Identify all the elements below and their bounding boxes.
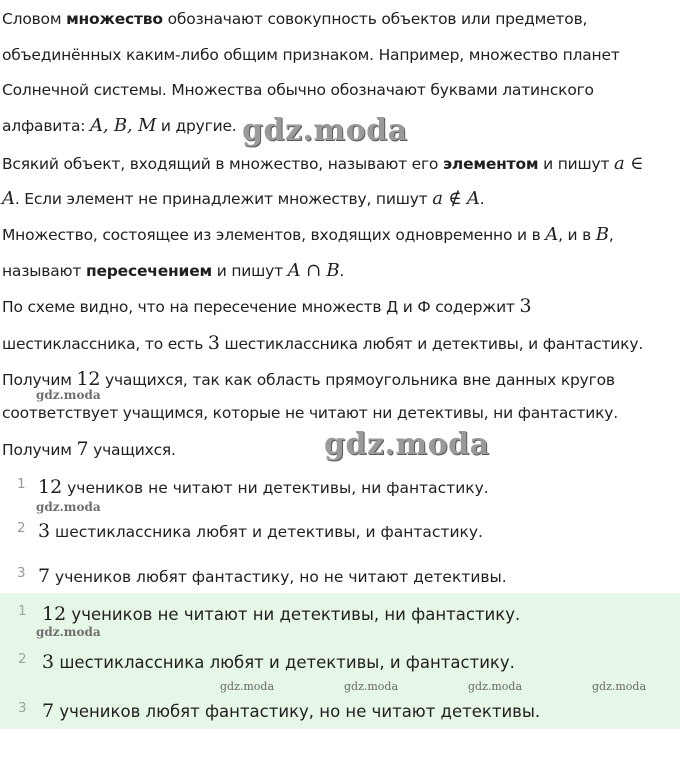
paragraph-13: Получим 7 учащихся.: [2, 438, 176, 460]
list-index: 3: [17, 565, 26, 581]
watermark: gdz.moda: [220, 680, 275, 693]
paragraph-8: называют пересечением и пишут A ∩ B.: [2, 260, 345, 281]
answer-index: 2: [18, 651, 27, 667]
watermark: gdz.moda: [592, 680, 647, 693]
paragraph-11: Получим 12 учащихся, так как область прямоугольника вне данных кругов: [2, 368, 615, 390]
paragraph-4: алфавита: A, B, M и другие.: [2, 115, 237, 136]
paragraph-5: Всякий объект, входящий в множество, называют его элементом и пишут a ∈: [2, 153, 644, 174]
paragraph-2: объединённых каким-либо общим признаком. Например, множество планет: [2, 46, 620, 64]
watermark: gdz.moda: [344, 680, 399, 693]
watermark: gdz.moda: [36, 500, 101, 514]
paragraph-7: Множество, состоящее из элементов, входящих одновременно и в A, и в B,: [2, 224, 614, 245]
paragraph-6: A. Если элемент не принадлежит множеству, пишут a ∉ A.: [2, 188, 485, 209]
term-element: элементом: [442, 155, 539, 173]
answer-index: 3: [18, 700, 27, 716]
watermark: gdz.moda: [36, 388, 101, 402]
answer-index: 1: [18, 603, 27, 619]
list-index: 2: [17, 520, 26, 536]
paragraph-12: соответствует учащимся, которые не читают ни детективы, ни фантастику.: [2, 404, 618, 422]
watermark: gdz.moda: [242, 113, 408, 148]
list-index: 1: [17, 476, 26, 492]
paragraph-9: По схеме видно, что на пересечение множеств Д и Ф содержит 3: [2, 295, 532, 317]
term-intersection: пересечением: [85, 262, 212, 280]
paragraph-10: шестиклассника, то есть 3 шестиклассника любят и детективы, и фантастику.: [2, 332, 644, 354]
watermark: gdz.moda: [324, 427, 490, 462]
paragraph-1: Словом множество обозначают совокупность объектов или предметов,: [2, 10, 588, 28]
term-set: множество: [66, 10, 163, 28]
watermark: gdz.moda: [468, 680, 523, 693]
paragraph-3: Солнечной системы. Множества обычно обозначают буквами латинского: [2, 81, 594, 99]
watermark: gdz.moda: [36, 625, 101, 639]
